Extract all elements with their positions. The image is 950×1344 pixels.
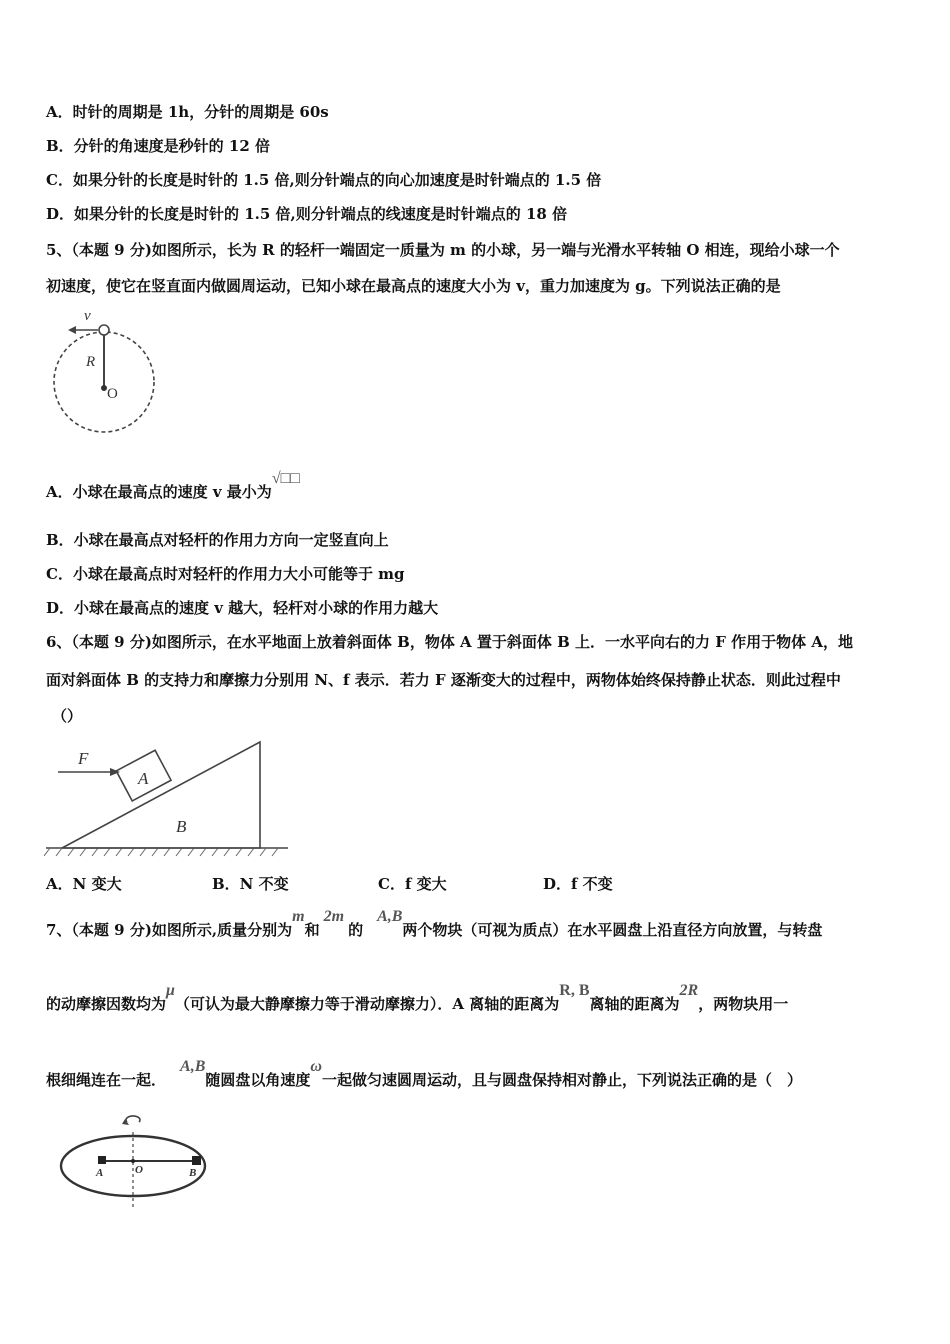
block-a-label: A — [138, 769, 149, 788]
q7-turntable-figure — [58, 1114, 216, 1210]
force-f-label: F — [78, 749, 89, 768]
q6-option-c: C．f 变大 — [378, 875, 447, 893]
friction-coefficient: μ — [166, 982, 175, 999]
q7-text: （可认为最大静摩擦力等于滑动摩擦力）．A 离轴的距离为 — [174, 995, 560, 1013]
q7-text: 离轴的距离为 — [589, 995, 680, 1013]
q6-stem-line-1: 6、（本题 9 分)如图所示，在水平地面上放着斜面体 B，物体 A 置于斜面体 B 上．一水平向右的力 F 作用于物体 A，地 — [46, 633, 853, 651]
rotation-arrow-icon — [126, 1116, 140, 1122]
distance-2r: 2R — [679, 982, 699, 999]
q4-option-c: C．如果分针的长度是时针的 1.5 倍,则分针端点的向心加速度是时针端点的 1.5 倍 — [46, 171, 602, 189]
q6-option-b: B．N 不变 — [212, 875, 289, 893]
q7-text: 的动摩擦因数均为 — [46, 995, 167, 1013]
q7-text: 一起做匀速圆周运动，且与圆盘保持相对静止，下列说法正确的是（ ） — [321, 1071, 802, 1089]
label-b: B — [189, 1167, 197, 1179]
velocity-label: v — [84, 308, 91, 324]
q7-stem-line-3 — [46, 1058, 802, 1091]
q6-option-d: D．f 不变 — [543, 875, 613, 893]
q7-stem-line-1 — [46, 908, 823, 941]
label-a: A — [96, 1167, 104, 1179]
q5-option-a — [46, 470, 300, 503]
q5-option-d: D．小球在最高点的速度 v 越大，轻杆对小球的作用力越大 — [46, 599, 439, 617]
q5-option-c: C．小球在最高点时对轻杆的作用力大小可能等于 mg — [46, 565, 405, 583]
block-a — [98, 1156, 106, 1164]
angular-velocity: ω — [310, 1058, 322, 1075]
q6-option-a: A．N 变大 — [46, 875, 122, 893]
block-b — [192, 1156, 201, 1165]
q5-stem-line-1: 5、（本题 9 分)如图所示，长为 R 的轻杆一端固定一质量为 m 的小球，另一端与光滑水平转轴 O 相连，现给小球一个 — [46, 241, 840, 259]
q4-option-b: B．分针的角速度是秒针的 12 倍 — [46, 137, 270, 155]
mass-m: m — [292, 908, 305, 925]
radius-label: R — [86, 354, 96, 370]
mass-2m: 2m — [323, 908, 345, 925]
axis-o-label: O — [107, 386, 118, 402]
q5-option-b: B．小球在最高点对轻杆的作用力方向一定竖直向上 — [46, 531, 389, 549]
q7-text: 两个物块（可视为质点）在水平圆盘上沿直径方向放置，与转盘 — [402, 921, 823, 939]
q7-text: ，两物块用一 — [698, 995, 789, 1013]
q6-stem-line-2: 面对斜面体 B 的支持力和摩擦力分别用 N、f 表示．若力 F 逐渐变大的过程中，两物体始终保持静止状态．则此过程中 — [46, 671, 841, 689]
q4-option-a: A．时针的周期是 1h，分针的周期是 60s — [46, 103, 329, 121]
q7-text: 根细绳连在一起． — [46, 1071, 167, 1089]
q5-stem-line-2: 初速度，使它在竖直面内做圆周运动，已知小球在最高点的速度大小为 v，重力加速度为 g。下列说法正确的是 — [46, 277, 781, 295]
q4-option-d: D．如果分针的长度是时针的 1.5 倍,则分针端点的线速度是时针端点的 18 倍 — [46, 205, 568, 223]
blocks-ab: A,B — [180, 1058, 206, 1075]
q6-incline-figure — [44, 738, 292, 862]
distance-r-b: R, B — [559, 982, 590, 999]
q7-text: 随圆盘以角速度 — [205, 1071, 311, 1089]
sqrt-formula: √□□ — [271, 470, 300, 487]
wedge-b-label: B — [176, 817, 187, 836]
q5-option-a-text: A．小球在最高点的速度 v 最小为 — [46, 483, 272, 501]
q7-text: 和 — [304, 921, 320, 939]
q6-stem-line-3: （） — [52, 707, 83, 725]
label-o: O — [135, 1164, 143, 1176]
q7-text: 7、（本题 9 分)如图所示,质量分别为 — [46, 921, 293, 939]
q5-circular-motion-figure — [48, 302, 160, 444]
q7-text: 的 — [348, 921, 364, 939]
q7-stem-line-2 — [46, 982, 789, 1015]
blocks-ab: A,B — [377, 908, 403, 925]
